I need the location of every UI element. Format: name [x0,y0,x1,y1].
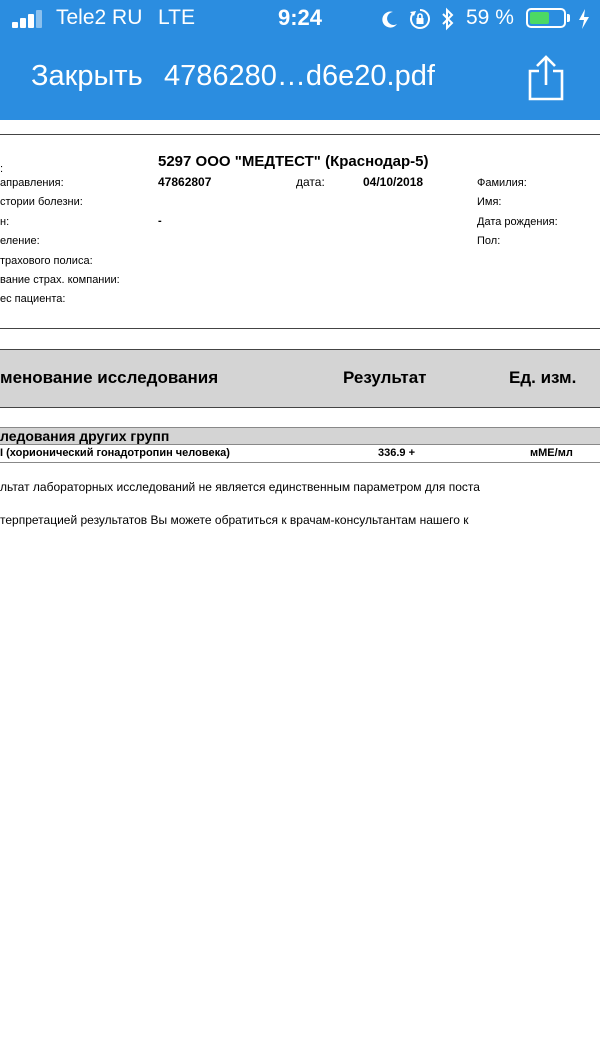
results-table-header [0,349,600,408]
birthdate-label: Дата рождения: [477,216,558,228]
date-value: 04/10/2018 [363,175,424,189]
test-result: 336.9 + [378,447,416,459]
column-header-name: менование исследования [0,368,219,387]
referral-number: 47862807 [158,175,212,189]
disclaimer-text: льтат лабораторных исследований не является единственным параметром для поста [0,480,480,494]
bluetooth-icon [440,7,456,31]
test-group-title: ледования других групп [0,428,170,444]
battery-percent: 59 % [466,6,514,29]
app-header [0,0,600,120]
document-title: 4786280…d6e20.pdf [164,60,435,92]
field-label: : [0,163,4,175]
divider [0,134,600,135]
date-label: дата: [296,175,325,189]
charging-icon [578,8,590,30]
field-label: вание страх. компании: [0,274,120,286]
divider [0,328,600,329]
lab-name: 5297 ООО "МЕДТЕСТ" (Краснодар-5) [158,153,429,170]
moon-icon [380,9,400,29]
test-group-row [0,427,600,445]
battery-tip [567,14,570,22]
battery-level-fill [530,12,549,24]
carrier-name: Tele2 RU [56,6,143,29]
column-header-result: Результат [343,368,427,387]
history-value: - [158,215,162,227]
battery-icon [526,8,566,28]
close-button[interactable]: Закрыть [31,60,143,92]
name-label: Имя: [477,196,502,208]
network-type: LTE [158,6,195,29]
share-icon[interactable] [526,54,566,102]
field-label: трахового полиса: [0,255,93,267]
field-label: еление: [0,235,40,247]
column-header-unit: Ед. изм. [509,368,577,387]
test-unit: мМЕ/мл [530,447,573,459]
field-label: н: [0,216,10,228]
field-label: стории болезни: [0,196,83,208]
surname-label: Фамилия: [477,177,527,189]
sex-label: Пол: [477,235,501,247]
clock: 9:24 [278,5,323,30]
test-name: I (хорионический гонадотропин человека) [0,447,230,459]
field-label: ес пациента: [0,293,66,305]
field-label: аправления: [0,177,64,189]
consultation-text: терпретацией результатов Вы можете обратиться к врачам-консультантам нашего к [0,513,469,527]
status-bar [0,0,600,38]
rotation-lock-icon [409,8,431,30]
signal-icon [12,10,52,28]
pdf-page[interactable] [0,120,600,1063]
table-row [0,444,600,463]
